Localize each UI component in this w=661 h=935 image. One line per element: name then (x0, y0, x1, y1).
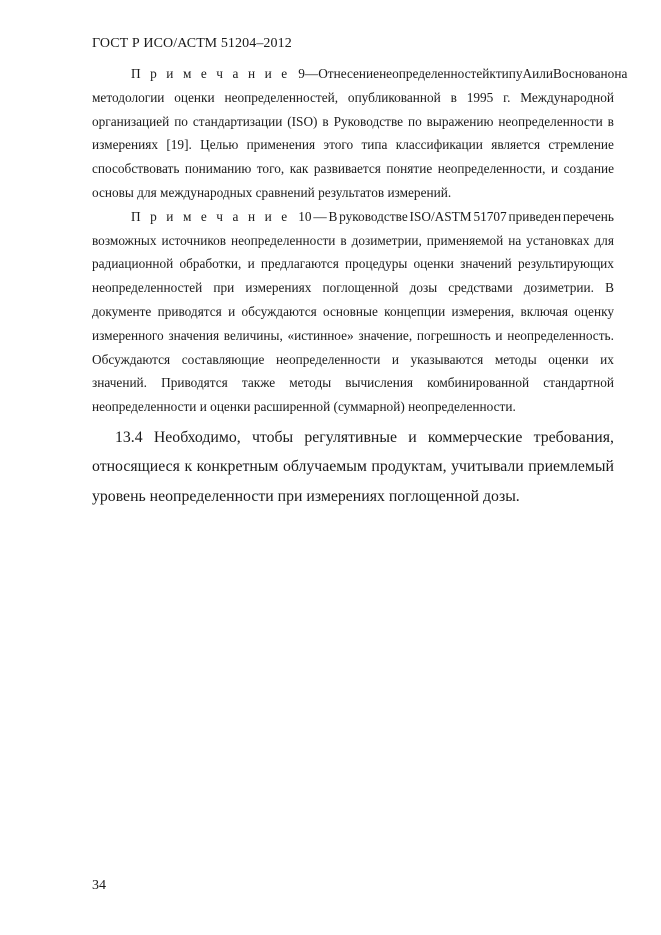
note-10-line: неопределенности и оценки расширенной (суммарной) неопределенности. (92, 399, 516, 415)
note-9-line: методологии оценки неопределенностей, опубликованной в 1995 г. Международной (92, 89, 614, 105)
page-body (92, 62, 628, 511)
clause-13-4-line: относящиеся к конкретным облучаемым продуктам, учитывали приемлемый (92, 458, 614, 476)
note-9-line: организацией по стандартизации (ISO) в Руководстве по выражению неопределенности в (92, 113, 614, 129)
note-10-text-first: 10 — В руководстве ISO/ASTM 51707 приведен перечень (298, 208, 614, 224)
clause-13-4-line: уровень неопределенности при измерениях поглощенной дозы. (92, 487, 520, 505)
page-number: 34 (92, 878, 106, 893)
note-10-label: П р и м е ч а н и е (131, 208, 291, 224)
note-9-text-first: 9 — Отнесение неопределенностей к типу А или В основано на (298, 66, 628, 81)
note-10-line: значений. Приводятся также методы вычисления комбинированной стандартной (92, 375, 614, 391)
document-header: ГОСТ Р ИСО/АСТМ 51204–2012 (92, 36, 292, 51)
note-10-line-1 (92, 205, 614, 229)
note-9-label: П р и м е ч а н и е (131, 66, 291, 81)
note-9-line: измерениях [19]. Целью применения этого типа классификации является стремление (92, 137, 614, 153)
note-10-line: Обсуждаются составляющие неопределенности и указываются методы оценки их (92, 351, 614, 367)
note-10-line: радиационной обработки, и предлагаются процедуры оценки значений результирующих (92, 256, 614, 272)
note-10-line: неопределенностей при измерениях поглощенной дозы средствами дозиметрии. В (92, 280, 614, 296)
note-9-line: способствовать пониманию того, как развивается понятие неопределенности, и создание (92, 161, 614, 177)
note-10-line: измеренного значения величины, «истинное» значение, погрешность и неопределенность. (92, 327, 614, 343)
note-10-line: документе приводятся и обсуждаются основные концепции измерения, включая оценку (92, 303, 614, 319)
clause-13-4-line: 13.4 Необходимо, чтобы регулятивные и коммерческие требования, (115, 428, 614, 446)
note-10-line: возможных источников неопределенности в дозиметрии, применяемой на установках для (92, 232, 614, 248)
note-9-line-1 (92, 62, 628, 86)
note-9-line: основы для международных сравнений результатов измерений. (92, 184, 452, 200)
